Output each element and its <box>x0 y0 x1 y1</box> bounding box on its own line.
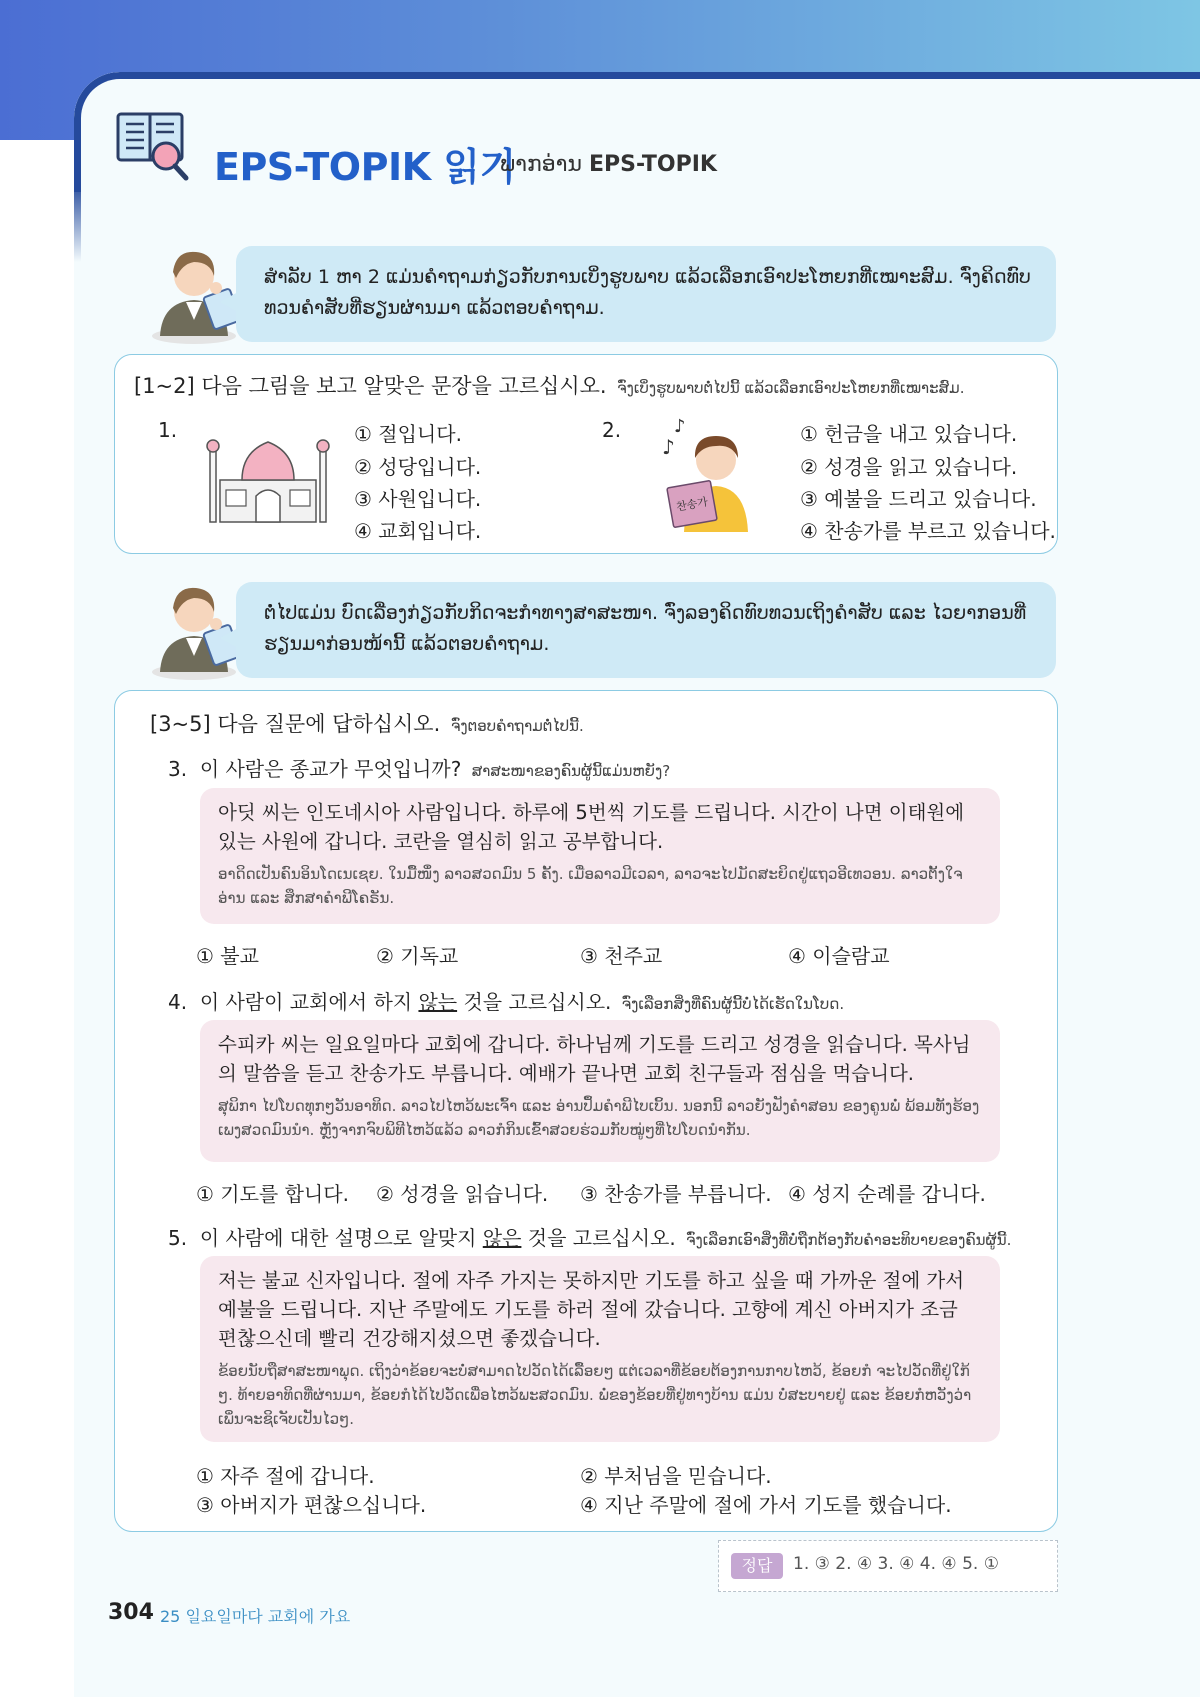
q1-option-1[interactable]: ① 절입니다. <box>354 422 462 446</box>
q2-option-3[interactable]: ③ 예불을 드리고 있습니다. <box>800 487 1037 511</box>
q5-option-1[interactable]: ① 자주 절에 갑니다. <box>196 1464 375 1488</box>
answer-label: 정답 <box>731 1553 783 1579</box>
q2-option-4[interactable]: ④ 찬송가를 부르고 있습니다. <box>800 519 1056 543</box>
question-2-number: 2. <box>602 418 622 442</box>
guide-bubble-2: ຕໍ່ໄປແມ່ນ ບົດເລື່ອງກ່ຽວກັບກິດຈະກຳທາງສາສະໜາ. ຈົ່ງລອງຄິດທົບທວນເຖິງຄຳສັບ ແລະ ໄວຍາກອນທີ່ຮຽນມາກ່ອນໜ້ານີ້ ແລ້ວຕອບຄຳຖາມ. <box>236 582 1056 678</box>
guide-character-icon <box>146 236 242 346</box>
instruction-1-2 <box>134 370 964 400</box>
q3-passage-ko: 아딧 씨는 인도네시아 사람입니다. 하루에 5번씩 기도를 드립니다. 시간이 나면 이태원에 있는 사원에 갑니다. 코란을 열심히 읽고 공부합니다. <box>218 801 965 853</box>
instruction-3-5-lao: ຈົ່ງຕອບຄຳຖາມຕໍ່ໄປນີ້. <box>450 717 584 735</box>
question-4-number: 4. <box>168 990 188 1014</box>
instruction-3-5-ko: [3~5] 다음 질문에 답하십시오. <box>150 712 441 736</box>
question-5-passage <box>200 1256 1000 1442</box>
question-3-passage <box>200 788 1000 924</box>
q3-option-2[interactable]: ② 기독교 <box>376 944 459 968</box>
hymnal-book-label: 찬송가 <box>675 495 709 514</box>
q2-option-1[interactable]: ① 헌금을 내고 있습니다. <box>800 422 1018 446</box>
question-3 <box>168 753 670 782</box>
q2-option-2[interactable]: ② 성경을 읽고 있습니다. <box>800 455 1018 479</box>
question-3-lao: ສາສະໜາຂອງຄົນຜູ້ນີ້ແມ່ນຫຍັງ? <box>471 762 671 780</box>
q1-option-3[interactable]: ③ 사원입니다. <box>354 487 482 511</box>
subtitle-lao: ພາກອ່ານ <box>500 152 582 177</box>
q4-option-2[interactable]: ② 성경을 읽습니다. <box>376 1182 549 1206</box>
q5-option-3[interactable]: ③ 아버지가 편찮으십니다. <box>196 1493 427 1517</box>
instruction-3-5 <box>150 708 584 738</box>
chapter-title: 25 일요일마다 교회에 가요 <box>160 1607 351 1626</box>
question-4-text-post: 것을 고르십시오. <box>457 990 612 1014</box>
subtitle-en: EPS-TOPIK <box>588 152 717 177</box>
answer-values: 1. ③ 2. ④ 3. ④ 4. ④ 5. ① <box>793 1554 999 1574</box>
q5-option-4[interactable]: ④ 지난 주말에 절에 가서 기도를 했습니다. <box>580 1493 952 1517</box>
q3-option-1[interactable]: ① 불교 <box>196 944 259 968</box>
q5-passage-lao: ຂ້ອຍນັບຖືສາສະໜາພຸດ. ເຖິງວ່າຂ້ອຍຈະບໍ່ສາມາດໄປວັດໄດ້ເລື້ອຍໆ ແຕ່ເວລາທີ່ຂ້ອຍຕ້ອງການກາບໄຫວ້, ຂ້ອຍກໍ ຈະໄປວັດທີ່ຢູ່ໃກ້ໆ. ທ້າຍອາທິດທີ່ຜ່ານມາ, ຂ້ອຍກໍໄດ້ໄປວັດເພື່ອໄຫວ້ພະສວດມົນ. ພໍ່ຂອງຂ້ອຍທີ່ຢູ່ທາງບ້ານ ແມ່ນ ບໍ່ສະບາຍຢູ່ ແລະ ຂ້ອຍກໍຫວັງວ່າເພິ່ນຈະຊິເຈັບເປັນໄວໆ. <box>218 1362 972 1428</box>
question-4 <box>168 986 844 1015</box>
question-4-text-pre: 이 사람이 교회에서 하지 <box>199 990 419 1014</box>
question-4-emphasis: 않는 <box>418 990 458 1014</box>
svg-text:♪: ♪ <box>674 416 686 437</box>
book-magnifier-icon <box>114 106 190 182</box>
mosque-illustration <box>206 436 330 524</box>
instruction-1-2-ko: [1~2] 다음 그림을 보고 알맞은 문장을 고르십시오. <box>134 374 607 398</box>
q4-option-3[interactable]: ③ 찬송가를 부릅니다. <box>580 1182 772 1206</box>
question-4-passage <box>200 1020 1000 1162</box>
instruction-1-2-lao: ຈົ່ງເບິ່ງຮູບພາບຕໍ່ໄປນີ້ ແລ້ວເລືອກເອົາປະໂຫຍກທີ່ເໝາະສົມ. <box>617 379 965 397</box>
question-5-emphasis: 않은 <box>482 1226 522 1250</box>
q3-option-3[interactable]: ③ 천주교 <box>580 944 663 968</box>
guide-bubble-1: ສຳລັບ 1 ຫາ 2 ແມ່ນຄຳຖາມກ່ຽວກັບການເບິ່ງຮູບພາບ ແລ້ວເລືອກເອົາປະໂຫຍກທີ່ເໝາະສົມ. ຈົ່ງຄິດທົບທວນຄຳສັບທີ່ຮຽນຜ່ານມາ ແລ້ວຕອບຄຳຖາມ. <box>236 246 1056 342</box>
singer-illustration <box>660 414 752 532</box>
page-subtitle <box>500 152 717 177</box>
q4-passage-lao: ສຸພິກາ ໄປໂບດທຸກໆວັນອາທິດ. ລາວໄປໄຫວ້ພະເຈົ້າ ແລະ ອ່ານປຶ້ມຄຳພີໄບເບິ້ນ. ນອກນີ້ ລາວຍັງຟັງຄຳສອນ ຂອງຄູນພໍ່ ພ້ອມທັງຮ້ອງເພງສວດມົນນຳ. ຫຼັງຈາກຈົບພິທີໄຫວ້ແລ້ວ ລາວກໍກິນເຂົ້າສວຍຮ່ວມກັບໝູ່ໆທີ່ໄປໂບດນຳກັນ. <box>218 1097 980 1139</box>
q4-option-1[interactable]: ① 기도를 합니다. <box>196 1182 349 1206</box>
svg-text:♪: ♪ <box>662 435 675 459</box>
question-1-number: 1. <box>158 418 178 442</box>
q5-passage-ko: 저는 불교 신자입니다. 절에 자주 가지는 못하지만 기도를 하고 싶을 때 가까운 절에 가서 예불을 드립니다. 지난 주말에도 기도를 하러 절에 갔습니다. 고향에 계신 아버지가 조금 편찮으신데 빨리 건강해지셨으면 좋겠습니다. <box>218 1269 965 1350</box>
answer-key <box>718 1540 1058 1592</box>
page-number: 304 <box>108 1600 154 1625</box>
question-5-text-pre: 이 사람에 대한 설명으로 알맞지 <box>199 1226 483 1250</box>
q1-option-2[interactable]: ② 성당입니다. <box>354 455 482 479</box>
q3-passage-lao: ອາດິດເປັນຄົນອິນໂດເນເຊຍ. ໃນມື້ໜຶ່ງ ລາວສວດມົນ 5 ຄັ້ງ. ເມື່ອລາວມີເວລາ, ລາວຈະໄປມັດສະຍິດຢູ່ແຖວອີເທວອນ. ລາວຕັ້ງໃຈອ່ານ ແລະ ສຶກສາຄຳພີໂຄຣັນ. <box>218 865 963 907</box>
question-4-lao: ຈົ່ງເລືອກສິ່ງທີ່ຄົນຜູ້ນີ້ບໍ່ໄດ້ເຮັດໃນໂບດ. <box>621 995 845 1013</box>
q5-option-2[interactable]: ② 부처님을 믿습니다. <box>580 1464 772 1488</box>
guide-row-1 <box>146 236 1060 346</box>
q4-passage-ko: 수피카 씨는 일요일마다 교회에 갑니다. 하나님께 기도를 드리고 성경을 읽습니다. 목사님의 말씀을 듣고 찬송가도 부릅니다. 예배가 끝나면 교회 친구들과 점심을 먹습니다. <box>218 1033 971 1085</box>
q4-option-4[interactable]: ④ 성지 순례를 갑니다. <box>788 1182 986 1206</box>
guide-character-icon <box>146 572 242 682</box>
guide-row-2 <box>146 572 1060 682</box>
q1-option-4[interactable]: ④ 교회입니다. <box>354 519 482 543</box>
q3-option-4[interactable]: ④ 이슬람교 <box>788 944 890 968</box>
question-3-number: 3. <box>168 757 188 781</box>
question-5 <box>168 1222 1011 1251</box>
question-3-text: 이 사람은 종교가 무엇입니까? <box>199 757 462 781</box>
question-5-lao: ຈົ່ງເລືອກເອົາສິ່ງທີ່ບໍ່ຖືກຕ້ອງກັບຄຳອະທິບາຍຂອງຄົນຜູ້ນີ້. <box>686 1231 1012 1249</box>
question-5-text-post: 것을 고르십시오. <box>521 1226 676 1250</box>
question-5-number: 5. <box>168 1226 188 1250</box>
page-title: EPS-TOPIK 읽기 <box>214 145 516 189</box>
